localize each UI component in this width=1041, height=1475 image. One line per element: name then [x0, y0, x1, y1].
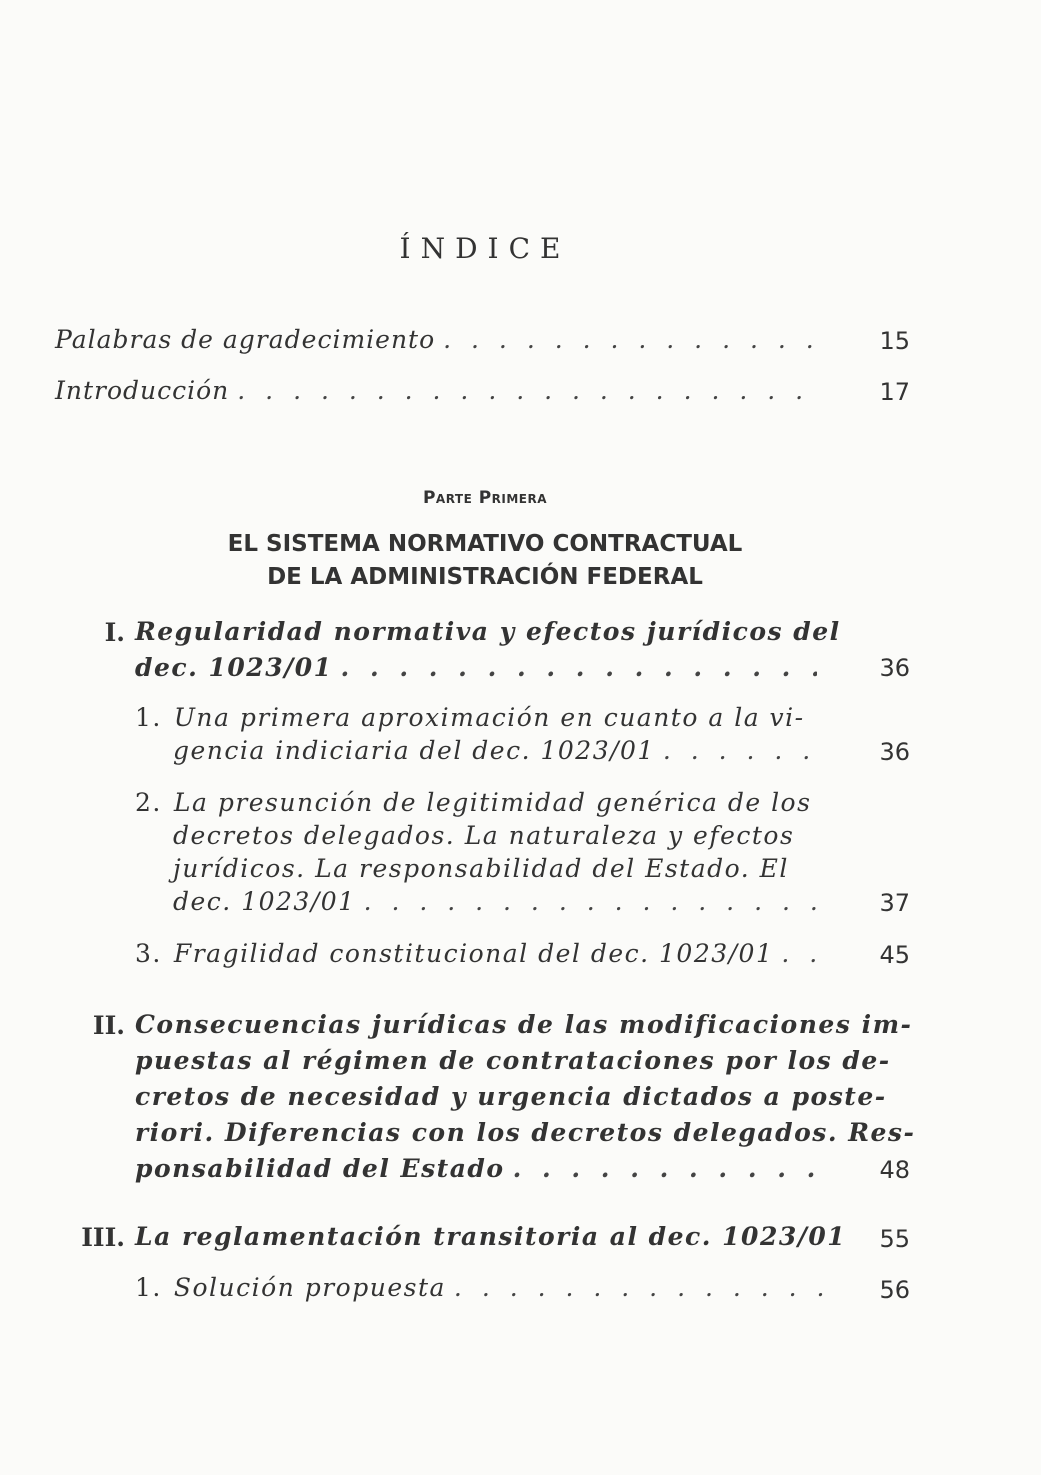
subsection-title-line: La presunción de legitimidad genérica de los: [173, 788, 812, 817]
leader-dots: [663, 734, 827, 767]
subsection-title-line: Solución propuesta: [173, 1273, 446, 1302]
leader-dots: [513, 1151, 817, 1187]
toc-page-number: 48: [879, 1156, 910, 1184]
toc-subsection-1-1[interactable]: [135, 701, 835, 767]
toc-page-number: 56: [879, 1276, 910, 1304]
toc-page-number: 17: [879, 378, 910, 406]
toc-page-number: 36: [879, 654, 910, 682]
toc-page-number: 37: [879, 889, 910, 917]
section-title-line: dec. 1023/01: [135, 653, 333, 682]
toc-entry-label: Introducción: [55, 376, 230, 405]
subsection-title-line: jurídicos. La responsabilidad del Estado. El: [173, 854, 789, 883]
leader-dots: [454, 1271, 827, 1304]
section-title-line: puestas al régimen de contrataciones por los de-: [135, 1046, 891, 1075]
toc-page-number: 36: [879, 738, 910, 766]
section-numeral: III.: [81, 1223, 125, 1252]
leader-dots: [443, 325, 822, 354]
page-title: ÍNDICE: [399, 232, 571, 265]
section-title-line: cretos de necesidad y urgencia dictados a poste-: [135, 1082, 887, 1111]
section-title-line: Consecuencias jurídicas de las modificaciones im-: [135, 1010, 913, 1039]
part-label: Parte Primera: [422, 488, 548, 508]
subsection-number: 3.: [135, 939, 162, 968]
subsection-number: 1.: [135, 1273, 162, 1302]
toc-section-3[interactable]: [135, 1219, 847, 1255]
part-title-line: DE LA ADMINISTRACIÓN FEDERAL: [267, 564, 703, 590]
toc-page-number: 15: [879, 327, 910, 355]
section-title-line: ponsabilidad del Estado: [135, 1154, 505, 1183]
section-title-line: riori. Diferencias con los decretos delegados. Res-: [135, 1118, 916, 1147]
leader-dots: [364, 885, 827, 918]
toc-page-number: 45: [879, 941, 910, 969]
leader-dots: [781, 937, 827, 970]
leader-dots: [237, 376, 822, 405]
subsection-number: 2.: [135, 788, 162, 817]
subsection-title-line: gencia indiciaria del dec. 1023/01: [173, 736, 655, 765]
subsection-title-line: Fragilidad constitucional del dec. 1023/01: [173, 939, 774, 968]
section-title-line: Regularidad normativa y efectos jurídicos del: [135, 617, 841, 646]
subsection-title-line: dec. 1023/01: [173, 887, 356, 916]
part-title: [0, 528, 970, 594]
section-numeral: I.: [104, 618, 125, 647]
part-title-line: EL SISTEMA NORMATIVO CONTRACTUAL: [227, 531, 743, 557]
toc-entry-acknowledgements[interactable]: [55, 325, 830, 354]
subsection-title-line: decretos delegados. La naturaleza y efectos: [173, 821, 795, 850]
section-title-line: La reglamentación transitoria al dec. 1023/01: [135, 1222, 847, 1251]
toc-page-number: 55: [879, 1225, 910, 1253]
subsection-title-line: Una primera aproximación en cuanto a la vi-: [173, 703, 805, 732]
section-numeral: II.: [92, 1011, 125, 1040]
toc-subsection-1-2[interactable]: [135, 786, 835, 918]
toc-entry-introduction[interactable]: [55, 376, 830, 405]
toc-subsection-3-1[interactable]: [135, 1271, 835, 1304]
subsection-number: 1.: [135, 703, 162, 732]
toc-section-1[interactable]: [135, 614, 841, 686]
leader-dots: [341, 650, 817, 686]
toc-entry-label: Palabras de agradecimiento: [55, 325, 436, 354]
toc-subsection-1-3[interactable]: [135, 937, 835, 970]
